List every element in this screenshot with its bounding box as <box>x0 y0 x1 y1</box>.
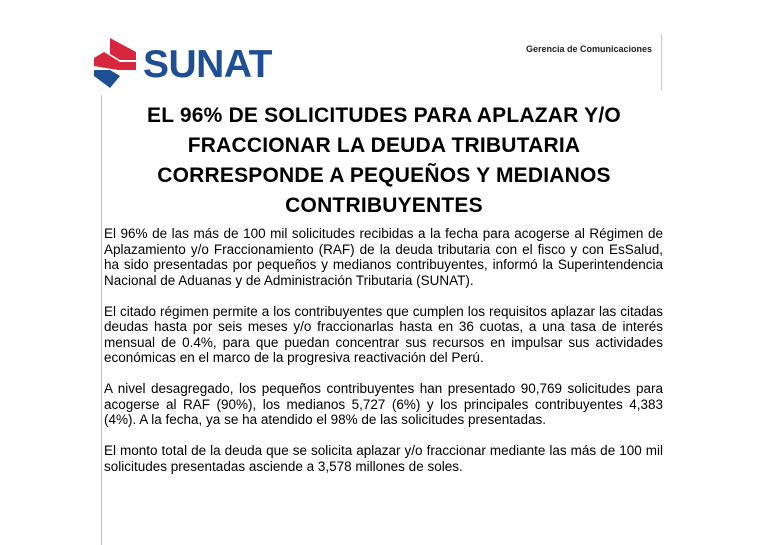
paragraph-3: A nivel desagregado, los pequeños contribuyentes han presentado 90,769 solicitudes para acogerse al RAF (90%), los medianos 5,727 (6%) y los principales contribuyentes 4,383 (4%). A la fecha, ya se ha atendido el 98% de las solicitudes presentadas. <box>104 381 663 427</box>
sunat-logo-icon <box>92 36 138 90</box>
department-label: Gerencia de Comunicaciones <box>525 44 652 54</box>
content-border <box>101 95 102 545</box>
paragraph-1: El 96% de las más de 100 mil solicitudes recibidas a la fecha para acogerse al Régimen de Aplazamiento y/o Fraccionamiento (RAF) de la deuda tributaria con el fisco y con EsSalud, ha sido presentadas por pequeños y medianos contribuyentes, informó la Superintendencia Nacional de Aduanas y de Administración Tributaria (SUNAT). <box>104 226 663 288</box>
paragraph-4: El monto total de la deuda que se solicita aplazar y/o fraccionar mediante las más de 100 mil solicitudes presentadas asciende a 3,578 millones de soles. <box>104 443 663 474</box>
article-body <box>104 226 663 474</box>
sunat-logo-text: SUNAT <box>143 43 272 86</box>
header-divider <box>661 34 662 90</box>
press-release-title: EL 96% DE SOLICITUDES PARA APLAZAR Y/O FRACCIONAR LA DEUDA TRIBUTARIA CORRESPONDE A PEQUEÑOS Y MEDIANOS CONTRIBUYENTES <box>147 104 621 217</box>
paragraph-2: El citado régimen permite a los contribuyentes que cumplen los requisitos aplazar las citadas deudas hasta por seis meses y/o fraccionarlas hasta en 36 cuotas, a una tasa de interés mensual de 0.4%, para que puedan concentrar sus recursos en impulsar sus actividades económicas en el marco de la progresiva reactivación del Perú. <box>104 303 663 365</box>
